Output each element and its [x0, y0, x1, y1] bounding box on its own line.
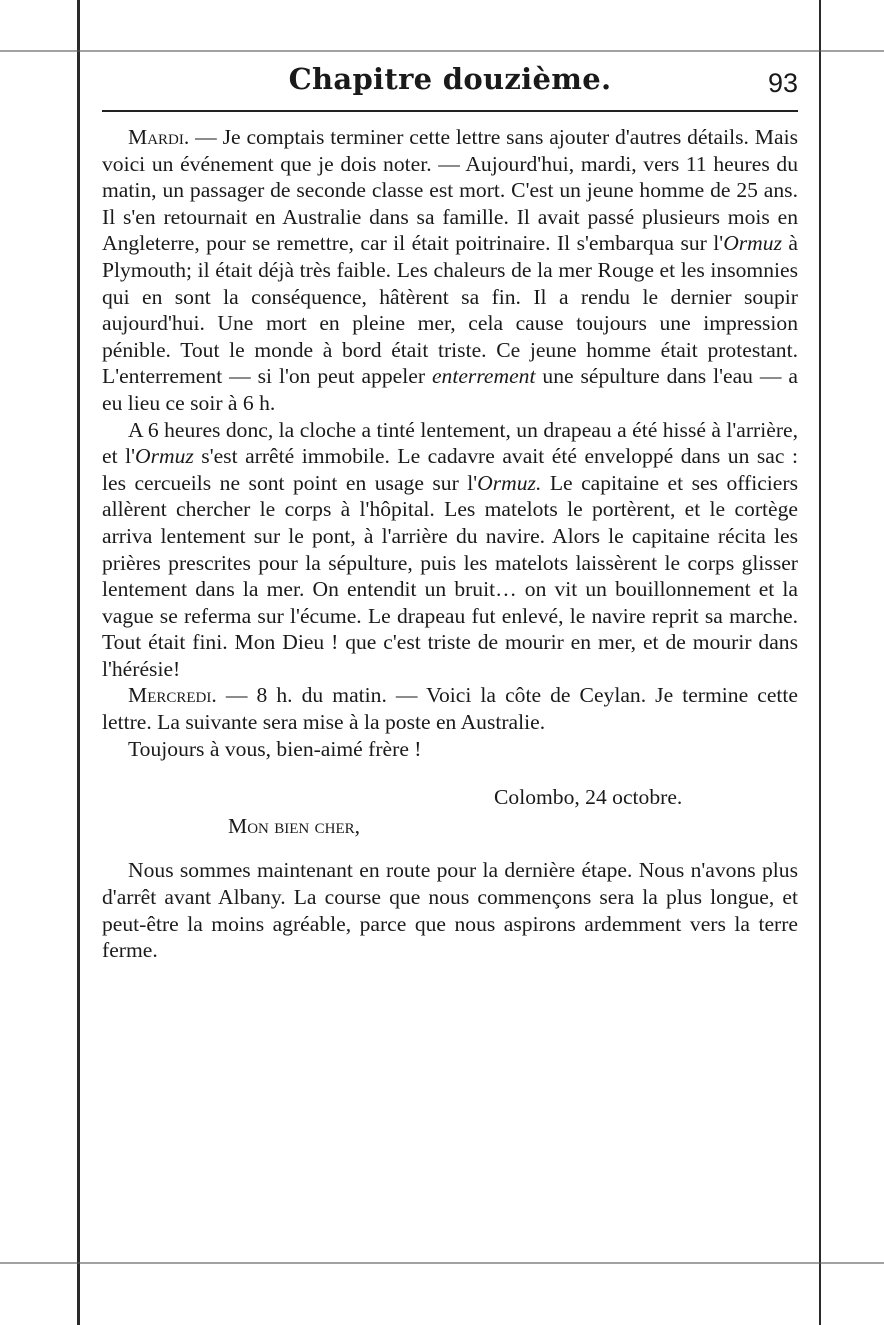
day-label-mardi: Mardi.	[128, 125, 190, 149]
paragraph-text: — Je comptais terminer cette lettre sans ajouter d'autres détails. Mais voici un événement que je dois noter. — Aujourd'hui, mardi, vers 11 heures du matin, un passager de seconde classe est mort. C'est un jeune homme de 25 ans. Il s'en retournait en Australie dans sa famille. Il avait passé plusieurs mois en Angleterre, pour se remettre, car il était poitrinaire. Il s'embarqua sur l'	[102, 125, 798, 256]
closing-line	[102, 736, 798, 763]
paragraph-burial	[102, 417, 798, 683]
emphasis-word: enterrement	[431, 364, 536, 389]
paragraph-colombo: Nous sommes maintenant en route pour la dernière étape. Nous n'avons plus d'arrêt avant Albany. La course que nous commençons sera la plus longue, et peut-être la moins agréable, parce que nous aspirons ardemment vers la terre ferme.	[102, 858, 798, 963]
left-margin-line	[77, 0, 80, 1325]
salutation	[102, 813, 798, 840]
paragraph-text: une sépulture dans l'eau — a eu lieu ce soir à 6 h.	[102, 364, 798, 415]
paragraph-text: Toujours à vous, bien-aimé frère !	[128, 736, 422, 761]
bottom-page-edge	[0, 1262, 884, 1264]
paragraph-text: A 6 heures donc, la cloche a tinté lentement, un drapeau a été hissé à l'arrière, et l'	[102, 417, 798, 469]
top-page-edge	[0, 50, 884, 52]
page-number: 93	[767, 68, 798, 98]
day-label-mercredi: Mercredi.	[128, 683, 217, 708]
paragraph-text: s'est arrêté immobile. Le cadavre avait été enveloppé dans un sac : les cercueils ne sont point en usage sur l'	[102, 444, 798, 495]
chapter-title: Chapitre douzième.	[288, 62, 612, 96]
paragraph-text: Le capitaine et ses officiers allèrent chercher le corps à l'hôpital. Les matelots le portèrent, et le cortège arriva lentement sur le pont, à l'arrière du navire. Alors le capitaine récita les prières prescrites pour la sépulture, puis les matelots laissèrent le corps glisser lentement dans la mer. On entendit un bruit… on vit un bouillonnement et la vague se referma sur l'écume. Le drapeau fut enlevé, le navire reprit sa marche. Tout était fini. Mon Dieu ! que c'est triste de mourir en mer, et de mourir dans l'hérésie!	[102, 470, 798, 681]
paragraph-mercredi	[102, 682, 798, 735]
right-margin-line	[819, 0, 821, 1325]
paragraph-text: à Plymouth; il était déjà très faible. Les chaleurs de la mer Rouge et les insomnies qui en sont la conséquence, hâtèrent sa fin. Il a rendu le dernier soupir aujourd'hui. Une mort en pleine mer, cela cause toujours une impression pénible. Tout le monde à bord était triste. Ce jeune homme était protestant. L'enterrement — si l'on peut appeler	[102, 231, 799, 389]
place-date: Colombo, 24 octobre.	[494, 785, 683, 810]
ship-name: Ormuz	[134, 444, 194, 469]
ship-name: Ormuz.	[477, 470, 542, 495]
ship-name: Ormuz	[723, 231, 782, 256]
paragraph-text: — 8 h. du matin. — Voici la côte de Ceylan. Je termine cette lettre. La suivante sera mise à la poste en Australie.	[102, 683, 798, 735]
paragraph-mardi	[102, 124, 798, 417]
header-rule	[102, 110, 798, 112]
running-header	[102, 62, 798, 108]
salutation-text: Mon bien cher,	[228, 813, 361, 838]
page-text	[102, 124, 798, 964]
